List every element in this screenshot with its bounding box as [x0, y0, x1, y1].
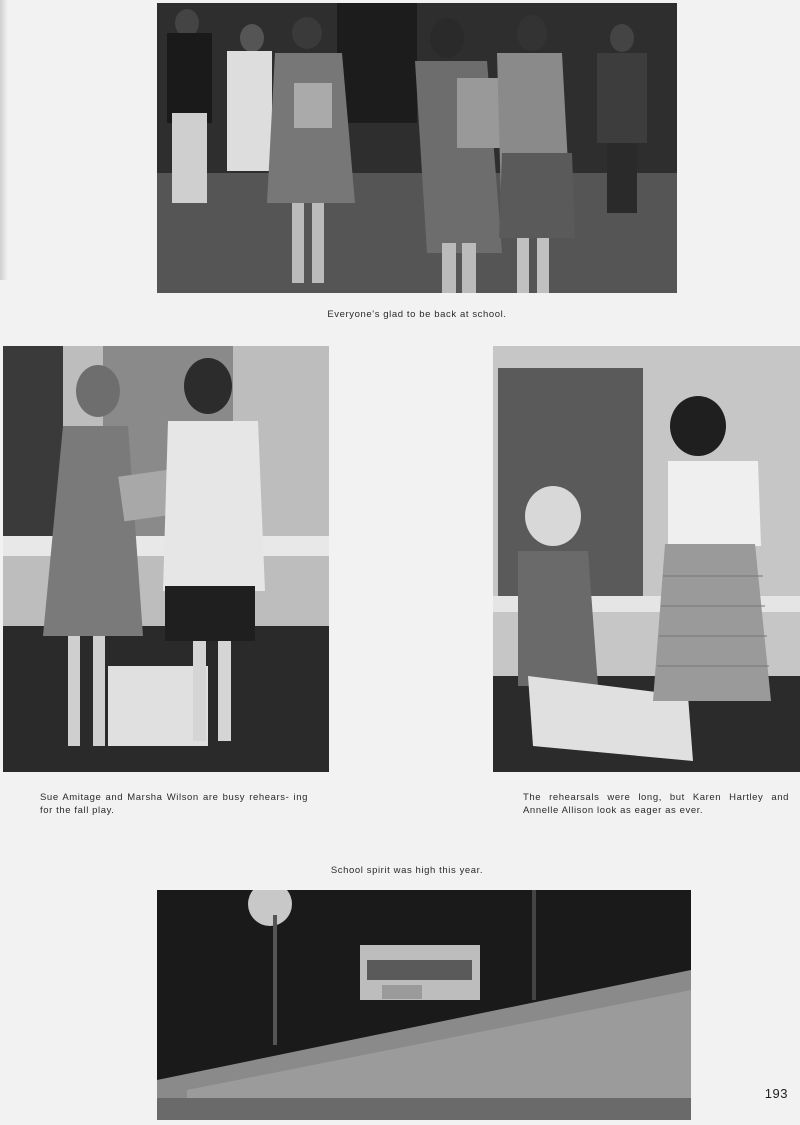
spirit-caption: School spirit was high this year.: [330, 865, 484, 876]
page-number: 193: [764, 1086, 788, 1101]
stadium-photo: [157, 890, 691, 1120]
rehearsal-right-photo: [493, 346, 800, 772]
rehearsal-left-caption: Sue Amitage and Marsha Wilson are busy rehears- ing for the fall play.: [40, 792, 308, 816]
rehearsal-left-photo: [3, 346, 329, 772]
rehearsal-right-caption: The rehearsals were long, but Karen Hartley and Annelle Allison look as eager as ever.: [523, 792, 789, 816]
hallway-photo: [157, 3, 677, 293]
hallway-caption: Everyone's glad to be back at school.: [327, 309, 507, 320]
page-shadow: [0, 0, 8, 280]
